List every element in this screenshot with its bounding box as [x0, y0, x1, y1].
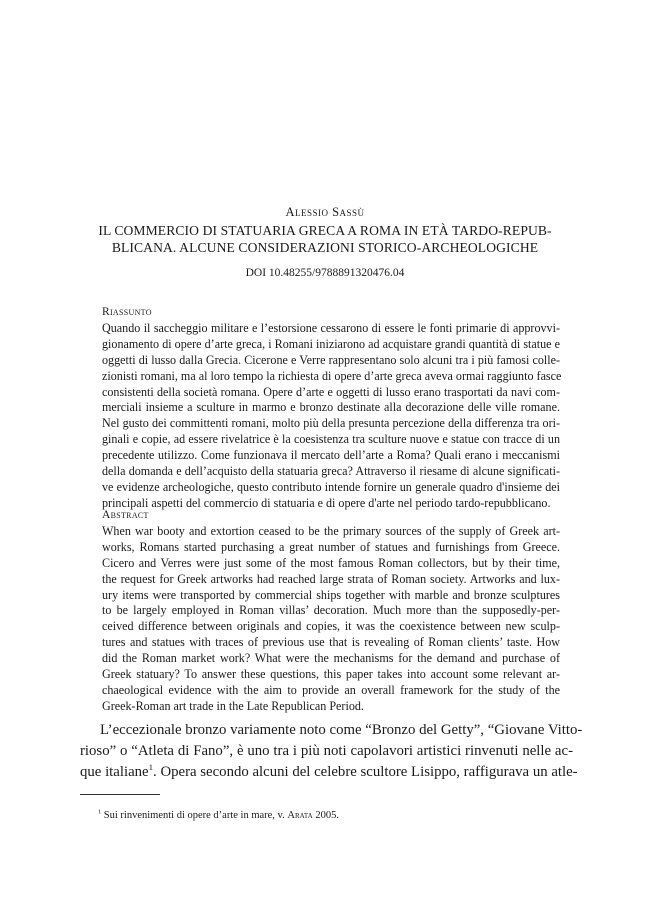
riassunto-line: principali aspetti del commercio di statuaria e di opere d'arte nel periodo tardo-repubblicano.	[102, 495, 551, 510]
body-text-segment: que italiane	[80, 763, 149, 780]
body-line: L’eccezionale bronzo variamente noto come “Bronzo del Getty”, “Giovane Vitto-	[100, 722, 583, 738]
abstract-line: tures and statues with traces of previous use that is revealing of Roman clients’ taste. How	[102, 635, 560, 650]
footnote-text: Sui rinvenimenti di opere d’arte in mare, v.	[103, 810, 288, 821]
riassunto-line: Nel gusto dei committenti romani, molto più della presunta percezione della differenza tra ori-	[102, 416, 560, 431]
footnote-number: 1	[98, 808, 102, 816]
author-name: Alessio Sassù	[285, 205, 365, 219]
abstract-line: the request for Greek artworks had reached large strata of Roman society. Artworks and lux-	[102, 571, 560, 586]
riassunto-line: gionamento di opere d’arte greca, i Romani iniziarono ad acquistare grandi quantità di statue e	[102, 336, 560, 351]
riassunto-line: ve evidenze archeologiche, questo contributo intende fornire un generale quadro d'insieme dei	[102, 479, 560, 494]
riassunto-text	[102, 321, 560, 512]
footnote-cited-author: Arata	[287, 810, 313, 821]
abstract-line: did the Roman market work? What were the mechanisms for the demand and purchase of	[102, 651, 560, 666]
abstract-text	[102, 524, 560, 715]
footnote-marker[interactable]: 1	[148, 761, 154, 772]
abstract-line: When war booty and extortion ceased to be the primary sources of the supply of Greek art-	[102, 524, 560, 538]
footnote	[98, 810, 339, 821]
abstract-line: Greek statuary? To answer these questions, this paper takes into account some relevant ar-	[102, 667, 560, 682]
riassunto-line: merciali insieme a sculture in marmo e bronzo destinate alla decorazione delle ville romane.	[102, 400, 560, 415]
abstract-line: ceived difference between originals and copies, it was the coexistence between new sculp-	[102, 619, 560, 634]
abstract-line: Greek-Roman art trade in the Late Republican Period.	[102, 698, 364, 713]
abstract-line: Cicero and Verres were just some of the most famous Roman collectors, but by their time,	[102, 555, 560, 570]
footnote-divider	[80, 794, 160, 795]
body-line: rioso” o “Atleta di Fano”, è uno tra i più noti capolavori artistici rinvenuti nelle ac-	[80, 742, 573, 759]
abstract-line: to be largely employed in Roman villas’ decoration. Much more than the supposedly-per-	[102, 603, 560, 618]
riassunto-line: ginali e copie, ad essere rivelatrice è la coesistenza tra sculture nuove e statue con tracce di un	[102, 432, 560, 447]
body-text-segment: . Opera secondo alcuni del celebre scultore Lisippo, raffigurava un atle-	[153, 763, 578, 780]
riassunto-line: oggetti di lusso dalla Grecia. Cicerone e Verre rappresentano solo alcuni tra i più famosi colle-	[102, 352, 560, 367]
body-paragraph	[80, 720, 583, 782]
title-line: BLICANA. ALCUNE CONSIDERAZIONI STORICO-ARCHEOLOGICHE	[111, 240, 539, 255]
body-line	[80, 761, 578, 783]
riassunto-line: consistenti della società romana. Opere d’arte e oggetti di lusso erano trasportati da navi com-	[102, 384, 560, 399]
riassunto-heading: Riassunto	[102, 306, 152, 318]
riassunto-line: precedente utilizzo. Come funzionava il mercato dell’arte a Roma? Quali erano i meccanismi	[102, 448, 560, 463]
doi: DOI 10.48255/9788891320476.04	[245, 267, 405, 279]
abstract-line: chaeological evidence with the aim to provide an overall framework for the study of the	[102, 682, 560, 697]
abstract-line: works, Romans started purchasing a great number of statues and furnishings from Greece.	[102, 539, 560, 554]
riassunto-line: zionisti romani, ma al loro tempo la richiesta di opere d’arte greca aveva ormai raggiunto fasce	[102, 368, 562, 383]
title-line: IL COMMERCIO DI STATUARIA GRECA A ROMA IN ETÀ TARDO-REPUB-	[98, 223, 552, 238]
riassunto-line: Quando il saccheggio militare e l’estorsione cessarono di essere le fonti primarie di approvvi-	[102, 321, 560, 335]
article-title	[80, 222, 570, 256]
riassunto-line: della domanda e dell’acquisto della statuaria greca? Attraverso il riesame di alcune significati-	[102, 464, 560, 479]
abstract-heading: Abstract	[102, 509, 149, 521]
footnote-text-end: 2005.	[312, 810, 339, 821]
abstract-line: ury items were transported by commercial ships together with marble and bronze sculptures	[102, 587, 560, 602]
